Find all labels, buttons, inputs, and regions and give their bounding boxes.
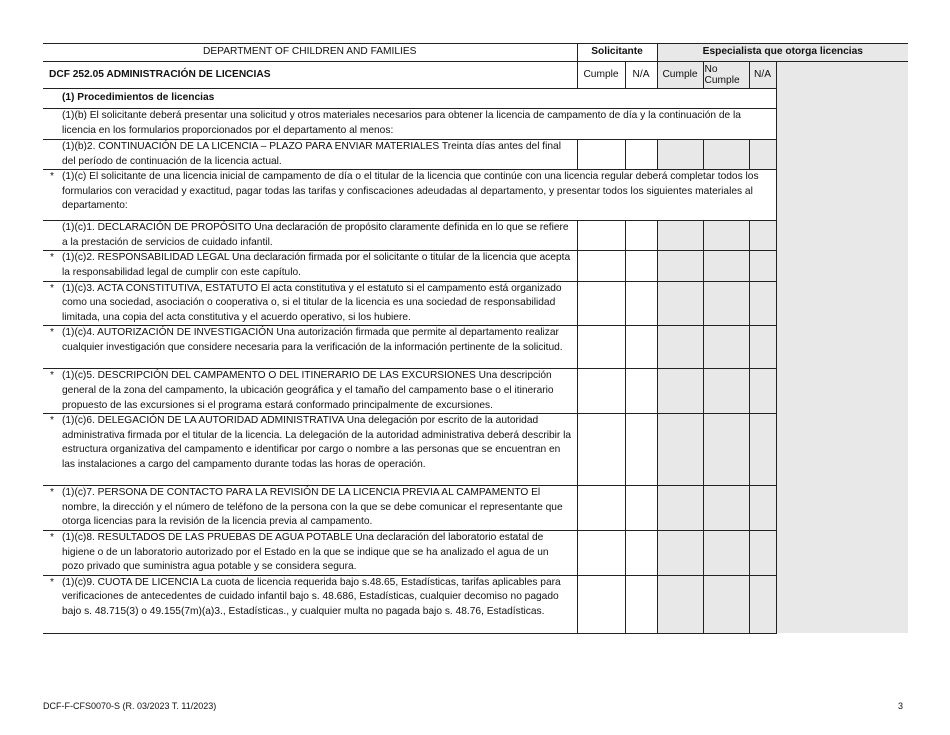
requirement-text: (1)(c)9. CUOTA DE LICENCIA La cuota de licencia requerida bajo s.48.65, Estadísticas, tarifas aplicables para verificaciones de antecedentes de cuidado infantil bajo s. 48.686, Estadísticas, cualquier decomiso no pagado bajo s. 48.715(3) o 49.155(7m)(a)3., Estadísticas., y cualquier multa no pagada bajo s. 48.76, Estadísticas. [62, 576, 561, 617]
specialist-na-checkbox[interactable] [749, 251, 776, 281]
specialist-not-meets-checkbox[interactable] [703, 326, 749, 369]
specialist-na-checkbox[interactable] [749, 221, 776, 251]
specialist-meets-checkbox[interactable] [657, 530, 703, 575]
requirement-text: (1)(c)5. DESCRIPCIÓN DEL CAMPAMENTO O DEL ITINERARIO DE LAS EXCURSIONES Una descripción general de la zona del campamento, la ubicación geográfica y el tamaño del campamento base o el itinerario propuesto de las excursiones si el programa estará conformado principalmente de excursiones. [62, 370, 554, 411]
requirement-text: (1)(c)1. DECLARACIÓN DE PROPÓSITO Una declaración de propósito claramente definida en lo que se refiere a la prestación de servicios de cuidado infantil. [62, 222, 569, 248]
requirement-row [43, 575, 908, 633]
applicant-meets-header: Cumple [577, 62, 625, 89]
requirement-text: (1)(b)2. CONTINUACIÓN DE LA LICENCIA – PLAZO PARA ENVIAR MATERIALES Treinta días antes del final del período de continuación de la licencia actual. [62, 141, 561, 167]
shaded-margin [776, 62, 908, 89]
specialist-na-checkbox[interactable] [749, 575, 776, 633]
requirement-text: (1)(c)4. AUTORIZACIÓN DE INVESTIGACIÓN Una autorización firmada que permite al departamento realizar cualquier investigación que considere necesaria para la verificación de la información pertinente de la solicitud. [62, 327, 563, 353]
critical-rule-marker: * [50, 252, 54, 264]
header-row-1 [43, 44, 908, 62]
specialist-not-meets-checkbox[interactable] [703, 369, 749, 414]
applicant-na-checkbox[interactable] [625, 251, 657, 281]
requirement-text: (1)(c)2. RESPONSABILIDAD LEGAL Una declaración firmada por el solicitante o titular de la licencia que acepta la responsabilidad legal de cumplir con este capítulo. [62, 252, 571, 278]
specialist-na-checkbox[interactable] [749, 369, 776, 414]
applicant-na-checkbox[interactable] [625, 326, 657, 369]
specialist-header: Especialista que otorga licencias [657, 44, 908, 62]
specialist-meets-checkbox[interactable] [657, 486, 703, 531]
applicant-na-checkbox[interactable] [625, 369, 657, 414]
requirement-row [43, 140, 908, 170]
specialist-not-meets-checkbox[interactable] [703, 414, 749, 486]
applicant-na-checkbox[interactable] [625, 414, 657, 486]
requirement-text: (1)(c)6. DELEGACIÓN DE LA AUTORIDAD ADMINISTRATIVA Una delegación por escrito de la autoridad administrativa firmada por el titular de la licencia. La delegación de la autoridad administrativa deberá describir la estructura organizativa del campamento e identificar por cargo o nombre a las personas que se encuentran en las instalaciones a cargo del campamento durante todas las horas de operación. [62, 415, 572, 470]
applicant-meets-checkbox[interactable] [577, 486, 625, 531]
applicant-meets-checkbox[interactable] [577, 414, 625, 486]
requirement-text: (1)(c)3. ACTA CONSTITUTIVA, ESTATUTO El acta constitutiva y el estatuto si el campamento está organizado como una sociedad, asociación o cooperativa o, si el titular de la licencia es una sociedad de responsabilidad limitada, una copia del acta constitutiva y el acuerdo operativo, si los hubiere. [62, 282, 562, 323]
specialist-meets-checkbox[interactable] [657, 414, 703, 486]
applicant-meets-checkbox[interactable] [577, 221, 625, 251]
applicant-na-checkbox[interactable] [625, 281, 657, 326]
specialist-na-checkbox[interactable] [749, 281, 776, 326]
critical-rule-marker: * [50, 576, 54, 588]
requirement-row [43, 486, 908, 531]
applicant-na-checkbox[interactable] [625, 575, 657, 633]
specialist-meets-checkbox[interactable] [657, 221, 703, 251]
requirement-row [43, 221, 908, 251]
specialist-not-meets-checkbox[interactable] [703, 221, 749, 251]
applicant-na-checkbox[interactable] [625, 140, 657, 170]
specialist-meets-checkbox[interactable] [657, 369, 703, 414]
critical-rule-marker: * [50, 415, 54, 427]
specialist-not-meets-checkbox[interactable] [703, 140, 749, 170]
specialist-na-checkbox[interactable] [749, 486, 776, 531]
specialist-na-checkbox[interactable] [749, 414, 776, 486]
specialist-na-header: N/A [749, 62, 776, 89]
specialist-na-checkbox[interactable] [749, 140, 776, 170]
requirement-row [43, 414, 908, 486]
applicant-meets-checkbox[interactable] [577, 575, 625, 633]
specialist-na-checkbox[interactable] [749, 326, 776, 369]
department-name: DEPARTMENT OF CHILDREN AND FAMILIES [43, 44, 577, 62]
specialist-not-meets-header: No Cumple [703, 62, 749, 89]
critical-rule-marker: * [50, 171, 54, 183]
specialist-meets-header: Cumple [657, 62, 703, 89]
header-row-2 [43, 62, 908, 89]
applicant-meets-checkbox[interactable] [577, 369, 625, 414]
specialist-meets-checkbox[interactable] [657, 326, 703, 369]
applicant-na-checkbox[interactable] [625, 530, 657, 575]
applicant-meets-checkbox[interactable] [577, 140, 625, 170]
specialist-not-meets-checkbox[interactable] [703, 575, 749, 633]
requirement-row [43, 281, 908, 326]
requirement-row [43, 251, 908, 281]
specialist-not-meets-checkbox[interactable] [703, 281, 749, 326]
applicant-na-checkbox[interactable] [625, 221, 657, 251]
requirement-text: (1)(c)8. RESULTADOS DE LAS PRUEBAS DE AGUA POTABLE Una declaración del laboratorio estatal de higiene o de un laboratorio autorizado por el Estado en la que se indique que se ha analizado el agua de un pozo privado que suministra agua potable y se considera segura. [62, 531, 549, 573]
applicant-meets-checkbox[interactable] [577, 530, 625, 575]
applicant-meets-checkbox[interactable] [577, 251, 625, 281]
critical-rule-marker: * [50, 327, 54, 339]
specialist-not-meets-checkbox[interactable] [703, 251, 749, 281]
applicant-meets-checkbox[interactable] [577, 326, 625, 369]
applicant-header: Solicitante [577, 44, 657, 62]
page-number: 3 [898, 701, 904, 711]
section-row [43, 89, 908, 109]
specialist-meets-checkbox[interactable] [657, 251, 703, 281]
critical-rule-marker: * [50, 370, 54, 382]
specialist-meets-checkbox[interactable] [657, 140, 703, 170]
specialist-meets-checkbox[interactable] [657, 281, 703, 326]
requirement-row [43, 369, 908, 414]
requirement-row [43, 530, 908, 575]
critical-rule-marker: * [50, 531, 54, 543]
requirement-heading-row [43, 170, 908, 221]
requirement-text: (1)(c) El solicitante de una licencia inicial de campamento de día o el titular de la licencia que continúe con una licencia regular deberá completar todos los formularios con veracidad y exactitud, pagar todas las tarifas y confiscaciones adeudadas al departamento, y presentar todos los siguientes materiales al departamento: [62, 171, 759, 212]
applicant-na-checkbox[interactable] [625, 486, 657, 531]
form-title: DCF 252.05 ADMINISTRACIÓN DE LICENCIAS [43, 62, 577, 89]
specialist-not-meets-checkbox[interactable] [703, 530, 749, 575]
critical-rule-marker: * [50, 282, 54, 294]
specialist-meets-checkbox[interactable] [657, 575, 703, 633]
requirement-text: (1)(c)7. PERSONA DE CONTACTO PARA LA REVISIÓN DE LA LICENCIA PREVIA AL CAMPAMENTO El nombre, la dirección y el número de teléfono de la persona con la que se debe comunicar el representante que otorga licencias para la revisión de la licencia previa al campamento. [62, 487, 563, 528]
specialist-na-checkbox[interactable] [749, 530, 776, 575]
section-title: (1) Procedimientos de licencias [43, 89, 776, 109]
specialist-not-meets-checkbox[interactable] [703, 486, 749, 531]
critical-rule-marker: * [50, 487, 54, 499]
requirement-heading-row [43, 109, 908, 140]
requirement-text: (1)(b) El solicitante deberá presentar una solicitud y otros materiales necesarios para obtener la licencia de campamento de día y la continuación de la licencia en los formularios proporcionados por el departamento al menos: [62, 110, 741, 136]
licensing-checklist-table [43, 43, 908, 634]
applicant-meets-checkbox[interactable] [577, 281, 625, 326]
form-id: DCF-F-CFS0070-S (R. 03/2023 T. 11/2023) [43, 701, 217, 711]
applicant-na-header: N/A [625, 62, 657, 89]
requirement-row [43, 326, 908, 369]
